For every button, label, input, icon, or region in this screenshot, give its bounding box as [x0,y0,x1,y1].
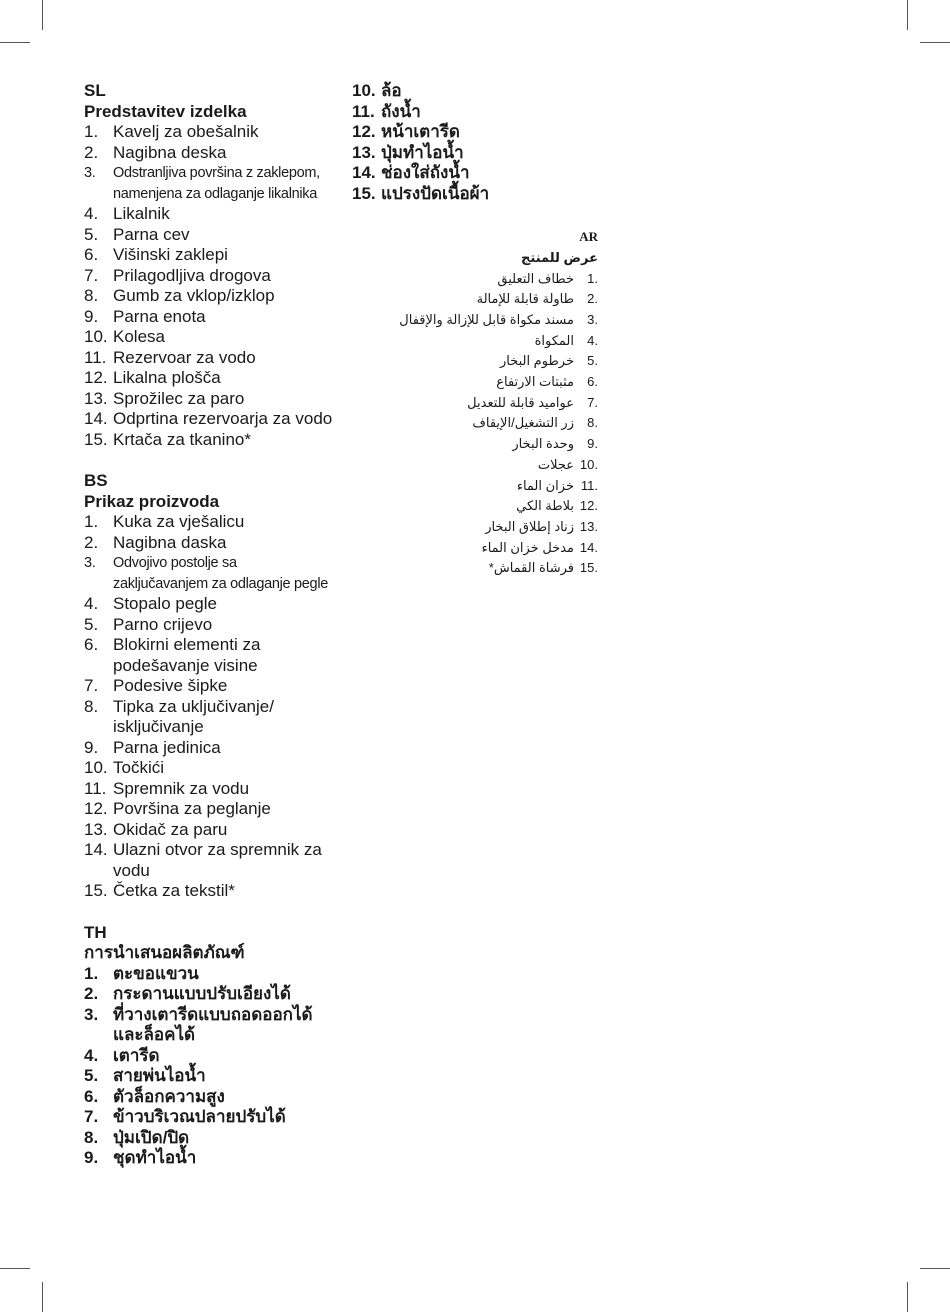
section-bs [84,471,334,902]
item-text: Površina za peglanje [113,799,271,818]
list-item [84,327,334,348]
section-title: عرض للمنتج [521,250,598,265]
item-text: Odprtina rezervoarja za vodo [113,409,333,428]
list-item [84,758,334,779]
list-item [84,307,334,328]
list-item [84,122,334,143]
item-number: 8. [84,286,99,305]
item-number: 15. [84,429,108,449]
left-column [84,81,334,1190]
list-item [84,225,334,246]
item-text: Blokirni elementi za podešavanje visine [113,635,261,675]
item-text: زر التشغيل/الإيقاف [472,415,574,431]
item-number: .2 [587,291,598,307]
list-item [84,1107,334,1128]
list-item [84,143,334,164]
item-text: ล้อ [381,81,402,100]
parts-list [84,512,334,902]
item-text: Nagibna daska [113,532,227,552]
crop-mark-bottom-right-h [920,1268,950,1269]
item-number: 10. [84,758,108,777]
list-item [84,881,334,902]
list-item [84,1148,334,1169]
item-number: 12. [84,368,108,387]
list-item [84,984,334,1005]
section-title: การนำเสนอผลิตภัณฑ์ [84,943,245,962]
list-item [352,143,612,164]
item-number: 5. [84,1066,99,1085]
item-text: طاولة قابلة للإمالة [476,291,574,307]
item-text: خطاف التعليق [497,270,574,286]
section-code: SL [84,81,106,100]
item-text: Kolesa [113,327,165,346]
item-number: 13. [84,388,108,408]
item-text: Točkići [113,758,165,777]
list-item [84,368,334,389]
list-item [84,204,334,225]
item-number: .12 [579,498,598,514]
list-item [84,676,334,697]
item-number: .4 [587,332,598,348]
list-item [380,517,598,538]
item-text: Krtača za tkanino* [113,429,251,449]
item-number: .1 [587,270,598,286]
item-text: Podesive šipke [113,676,228,695]
item-text: Spremnik za vodu [113,778,250,798]
item-text: Gumb za vklop/izklop [113,286,275,305]
item-number: 5. [84,614,99,634]
parts-list-continued [352,81,612,204]
item-text: Likalna plošča [113,368,221,387]
item-number: 3. [84,165,96,181]
list-item [352,102,612,123]
item-number: 15. [352,183,376,203]
list-item [84,348,334,369]
item-number: 6. [84,245,99,264]
item-text: زناد إطلاق البخار [485,518,574,534]
middle-column [352,81,612,204]
item-number: 10. [352,81,376,100]
item-number: 2. [84,532,99,552]
section-th [84,923,334,1169]
item-text: Četka za tekstil* [113,881,235,900]
item-number: 1. [84,963,99,983]
item-text: เตารีด [113,1045,160,1065]
list-item [84,1005,334,1046]
list-item [84,1046,334,1067]
crop-mark-bottom-left [42,1282,43,1312]
item-number: 8. [84,696,99,716]
item-number: 9. [84,1148,99,1167]
list-item [84,163,334,204]
item-number: 9. [84,306,99,326]
list-item [84,245,334,266]
item-text: ตะขอแขวน [113,963,199,983]
list-item [380,372,598,393]
list-item [84,553,334,594]
item-text: ปุ่มเปิด/ปิด [113,1127,190,1147]
section-title: Predstavitev izdelka [84,101,247,121]
list-item [84,799,334,820]
item-number: 1. [84,512,99,531]
item-number: .7 [587,394,598,410]
item-text: ที่วางเตารีดแบบถอดออกได้และล็อคได้ [113,1004,313,1044]
list-item [352,122,612,143]
section-sl [84,81,334,450]
list-item [84,266,334,287]
item-number: 14. [352,163,376,182]
item-number: .8 [587,415,598,431]
list-item [380,476,598,497]
item-number: 4. [84,1045,99,1065]
item-text: ตัวล็อกความสูง [113,1086,225,1106]
list-item [84,697,334,738]
item-text: Rezervoar za vodo [113,347,256,367]
item-text: ถังน้ำ [381,101,421,121]
parts-list [380,269,598,580]
list-item [84,738,334,759]
list-item [352,163,612,184]
item-number: 1. [84,122,99,141]
item-text: Okidač za paru [113,819,228,839]
list-item [84,512,334,533]
item-text: Parna enota [113,306,206,326]
list-item [380,331,598,352]
crop-mark-bottom-right [907,1282,908,1312]
item-text: Parna cev [113,224,190,244]
item-number: 6. [84,635,99,654]
item-number: 5. [84,224,99,244]
item-number: .10 [579,456,598,472]
item-text: Višinski zaklepi [113,245,228,264]
item-number: .15 [579,560,598,576]
item-number: 3. [84,1004,99,1024]
section-ar [380,228,598,579]
list-item [84,409,334,430]
crop-mark-top-left-h [0,42,30,43]
item-text: خرطوم البخار [499,353,574,369]
list-item [84,1128,334,1149]
item-text: ช่องใส่ถังน้ำ [381,163,470,182]
item-text: Parna jedinica [113,737,221,757]
item-number: 11. [84,347,107,367]
item-text: Stopalo pegle [113,594,217,613]
item-number: .13 [579,518,598,534]
list-item [84,615,334,636]
item-text: مدخل خزان الماء [481,539,574,555]
item-text: หน้าเตารีด [381,122,460,141]
list-item [380,393,598,414]
item-number: .6 [587,374,598,390]
item-text: مسند مكواة قابل للإزالة والإقفال [399,311,574,327]
list-item [84,840,334,881]
item-number: 7. [84,265,99,285]
item-number: .9 [587,436,598,452]
item-text: Sprožilec za paro [113,388,245,408]
parts-list [84,964,334,1169]
item-number: 12. [84,799,108,818]
item-number: 11. [84,778,107,798]
list-item [352,81,612,102]
item-number: 8. [84,1127,99,1147]
item-text: Tipka za uključivanje/ isključivanje [113,696,274,736]
list-item [380,496,598,517]
item-number: .3 [587,311,598,327]
item-text: Prilagodljiva drogova [113,265,271,285]
section-code: BS [84,471,108,490]
item-number: 13. [84,819,108,839]
item-number: 4. [84,594,99,613]
item-text: المكواة [534,332,574,348]
section-title: Prikaz proizvoda [84,491,220,511]
list-item [380,413,598,434]
item-text: Kuka za vješalicu [113,512,245,531]
item-text: Parno crijevo [113,614,213,634]
item-number: 2. [84,984,99,1003]
item-number: .14 [579,539,598,555]
item-number: .5 [587,353,598,369]
item-number: 6. [84,1086,99,1106]
item-text: Likalnik [113,204,170,223]
list-item [84,820,334,841]
list-item [84,430,334,451]
list-item [84,533,334,554]
item-text: عواميد قابلة للتعديل [467,394,574,410]
list-item [352,184,612,205]
item-number: 15. [84,881,108,900]
item-text: مثبتات الارتفاع [496,374,574,390]
section-code: TH [84,922,107,942]
item-text: Odvojivo postolje sa zaključavanjem za odlaganje pegle [113,555,328,592]
item-number: 14. [84,840,108,859]
list-item [84,964,334,985]
item-text: وحدة البخار [512,436,574,452]
list-item [380,455,598,476]
section-code: AR [579,229,598,244]
item-number: 4. [84,204,99,223]
item-text: ชุดทำไอน้ำ [113,1148,197,1167]
list-item [84,389,334,410]
item-text: خزان الماء [516,477,574,493]
item-number: 10. [84,327,108,346]
item-text: Odstranljiva površina z zaklepom, namenjena za odlaganje likalnika [113,165,320,202]
list-item [380,351,598,372]
item-text: แปรงปัดเนื้อผ้า [381,183,490,203]
item-text: ปุ่มทำไอน้ำ [381,142,464,162]
list-item [84,1087,334,1108]
item-number: 2. [84,142,99,162]
list-item [380,310,598,331]
crop-mark-top-right-h [920,42,950,43]
list-item [380,538,598,559]
list-item [84,286,334,307]
item-text: بلاطة الكي [516,498,574,514]
item-number: 13. [352,142,376,162]
item-number: 12. [352,122,376,141]
list-item [84,779,334,800]
list-item [380,434,598,455]
item-text: กระดานแบบปรับเอียงได้ [113,984,291,1003]
item-text: ข้าวบริเวณปลายปรับได้ [113,1107,286,1126]
crop-mark-bottom-left-h [0,1268,30,1269]
item-number: 3. [84,555,96,571]
item-text: Kavelj za obešalnik [113,122,259,141]
item-number: 14. [84,409,108,428]
list-item [380,269,598,290]
item-number: 7. [84,1107,99,1126]
item-text: فرشاة القماش* [488,560,574,576]
list-item [84,594,334,615]
item-number: 7. [84,676,99,695]
list-item [84,1066,334,1087]
crop-mark-top-left [42,0,43,30]
list-item [380,289,598,310]
item-number: 11. [352,101,375,121]
item-text: Ulazni otvor za spremnik za vodu [113,840,322,880]
list-item [380,558,598,579]
item-text: عجلات [537,456,574,472]
parts-list [84,122,334,450]
item-number: 9. [84,737,99,757]
crop-mark-top-right [907,0,908,30]
list-item [84,635,334,676]
item-text: Nagibna deska [113,142,227,162]
item-text: สายพ่นไอน้ำ [113,1066,206,1085]
item-number: .11 [580,477,598,493]
